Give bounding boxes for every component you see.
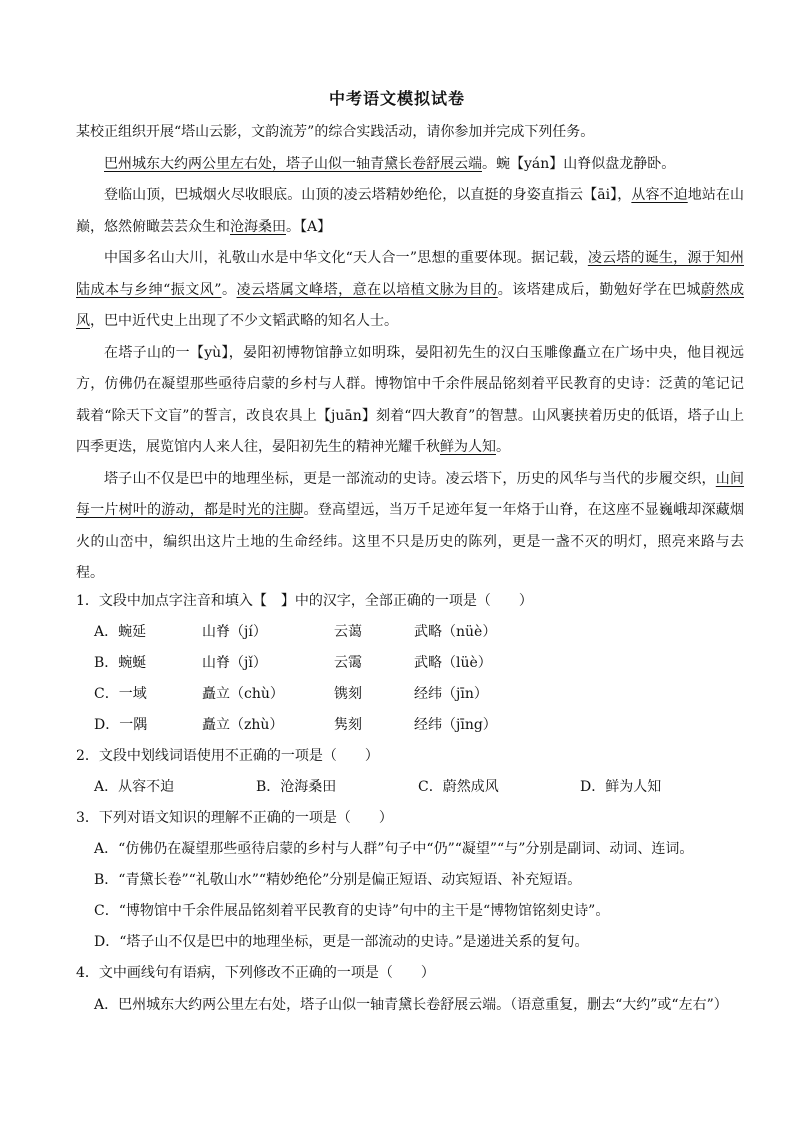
question-3-option-d: D．“塔子山不仅是巴中的地理坐标，更是一部流动的史诗。”是递进关系的复句。 — [94, 934, 589, 950]
paragraph-3-text-a: 中国多名山大川，礼敬山水是中华文化“天人合一”思想的重要体现。据记载， — [104, 250, 588, 266]
question-1-option-a — [94, 617, 744, 648]
option-cell: 经纬（jīn） — [414, 686, 488, 702]
option-cell: B．蜿蜒 — [94, 655, 147, 671]
underlined-sentence-4: 山间每一片树叶的游动，都是时光的注脚 — [76, 470, 745, 518]
paragraph-1 — [76, 149, 744, 181]
underlined-sentence-3: 凌云塔属文峰塔，意在以培植文脉为目的 — [236, 281, 498, 298]
paragraph-4-text-a: 在塔子山的一【yù】，晏阳初博物馆静立如明珠，晏阳初先生的汉白玉雕像矗立在广场中央，他目视远方，仿佛仍在凝望那些亟待启蒙的乡村与人群。博物馆中千余件展品铭刻着平民教育的史诗：泛黄的笔记记载着“除天下文盲”的誓言，改良农具上【juān】刻着“四大教育”的智慧。山风裹挟着历史的低语，塔子山上四季更迭，展览馆内人来人往，晏阳初先生的精神光耀千秋 — [76, 344, 744, 455]
underlined-word-canghai: 沧海桑田 — [230, 218, 286, 235]
option-b: B．沧海桑田 — [256, 779, 337, 795]
option-cell: A．蜿延 — [94, 624, 147, 640]
option-cell: 镌刻 — [334, 686, 362, 702]
option-cell: 云蔼 — [334, 624, 362, 640]
question-1-stem: 1．文段中加点字注音和填入【 】中的汉字，全部正确的一项是（ ） — [76, 593, 533, 609]
question-3-option-c: C．“博物馆中千余件展品铭刻着平民教育的史诗”句中的主干是“博物馆铭刻史诗”。 — [94, 903, 610, 919]
option-cell: 矗立（chù） — [202, 686, 284, 702]
paragraph-5-text-a: 塔子山不仅是巴中的地理坐标，更是一部流动的史诗。凌云塔下，历史的风华与当代的步履交织， — [104, 470, 716, 487]
question-4-option-a: A．巴州城东大约两公里左右处，塔子山似一轴青黛长卷舒展云端。（语意重复，删去“大约”或“左右”） — [94, 997, 728, 1013]
option-d: D．鲜为人知 — [580, 779, 662, 795]
paragraph-1-rest: 。蜿【yán】山脊似盘龙静卧。 — [482, 155, 676, 172]
option-cell: 山脊（jí） — [202, 624, 267, 640]
paragraph-2-text-b: 地站在山巅，悠然俯瞰芸芸众生和 — [76, 187, 745, 235]
paragraph-4 — [76, 338, 744, 464]
option-cell: 武略（nüè） — [414, 624, 497, 640]
paragraph-3-text-b: 。 — [221, 281, 237, 298]
question-3-stem: 3．下列对语文知识的理解不正确的一项是（ ） — [76, 810, 393, 826]
underlined-word-weiran: 蔚然成风 — [76, 281, 745, 329]
question-2-stem: 2．文段中划线词语使用不正确的一项是（ ） — [76, 748, 379, 764]
page-title: 中考语文模拟试卷 — [328, 89, 465, 108]
question-1-option-c — [94, 679, 744, 710]
paragraph-3-text-c: 。该塔建成后，勤勉好学在巴城 — [497, 281, 701, 298]
option-cell: 云霭 — [334, 655, 362, 671]
question-2-options — [94, 772, 744, 803]
option-cell: C．一域 — [94, 686, 147, 702]
option-cell: 隽刻 — [334, 717, 362, 733]
underlined-word-congrong: 从容不迫 — [631, 187, 688, 203]
underlined-word-xianwei: 鲜为人知 — [440, 439, 496, 455]
option-cell: 经纬（jīng） — [414, 717, 497, 733]
intro-text: 某校正组织开展“塔山云影，文韵流芳”的综合实践活动，请你参加并完成下列任务。 — [76, 124, 595, 140]
option-cell: D．一隅 — [94, 717, 148, 733]
paragraph-2-text-a: 登临山顶，巴城烟火尽收眼底。山顶的凌云塔精妙绝伦，以直挺的身姿直指云【āi】， — [104, 187, 632, 203]
question-3-option-b: B．“青黛长卷”“礼敬山水”“精妙绝伦”分别是偏正短语、动宾短语、补充短语。 — [94, 872, 582, 888]
paragraph-5-text-b: 。登高望远，当万千足迹年复一年烙于山脊，在这座不显巍峨却深藏烟火的山峦中，编织出这片土地的生命经纬。这里不只是历史的陈列，更是一盏不灭的明灯，照亮来路与去程。 — [76, 502, 745, 581]
option-c: C．蔚然成风 — [418, 779, 499, 795]
option-cell: 武略（lüè） — [414, 655, 492, 671]
option-cell: 矗立（zhù） — [202, 717, 284, 733]
paragraph-2 — [76, 180, 744, 243]
option-a: A．从容不迫 — [94, 779, 175, 795]
paragraph-3-text-d: ，巴中近代史上出现了不少文韬武略的知名人士。 — [90, 313, 398, 329]
option-cell: 山脊（jǐ） — [202, 655, 267, 671]
passage — [76, 117, 744, 590]
paragraph-5 — [76, 464, 744, 590]
underlined-sentence-2: 凌云塔的诞生，源于知州陆成本与乡绅“振文风” — [76, 250, 745, 298]
question-3-option-a: A．“仿佛仍在凝望那些亟待启蒙的乡村与人群”句子中“仍”“凝望”“与”分别是副词、动词、连词。 — [94, 841, 694, 857]
question-4-stem: 4．文中画线句有语病，下列修改不正确的一项是（ ） — [76, 965, 435, 981]
question-1-option-b — [94, 648, 744, 679]
paragraph-3 — [76, 243, 744, 338]
paragraph-4-text-b: 。 — [496, 439, 510, 455]
question-1-option-d — [94, 710, 744, 741]
underlined-sentence-1: 巴州城东大约两公里左右处，塔子山似一轴青黛长卷舒展云端 — [104, 155, 482, 172]
paragraph-2-text-c: 。【A】 — [286, 218, 332, 235]
